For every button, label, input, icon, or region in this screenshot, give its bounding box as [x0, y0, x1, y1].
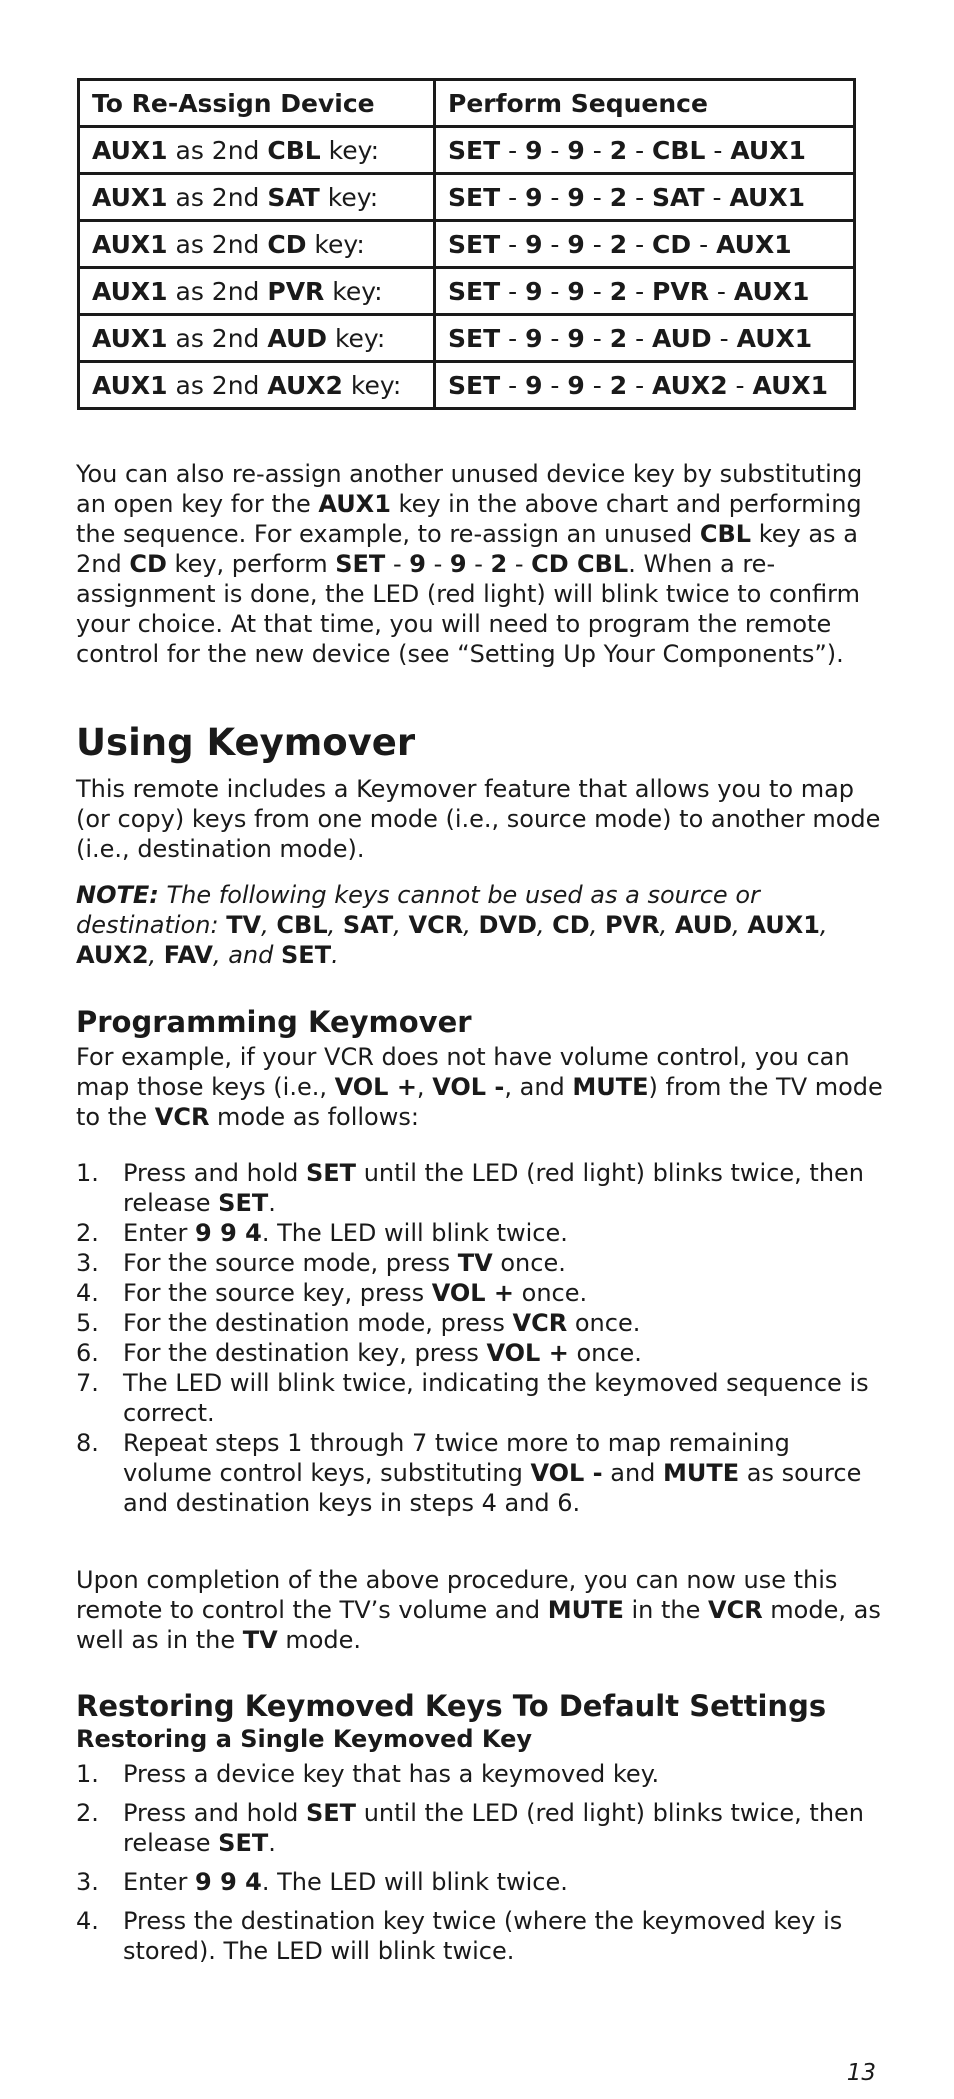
list-item: [76, 1798, 884, 1858]
table-row: [79, 362, 855, 409]
sequence-separator: -: [542, 370, 568, 400]
text-run: Enter: [123, 1868, 196, 1896]
text-run: . When a re-assignment is done, the LED (red light) will blink twice to confirm your choice. At that time, you will need to program the remote control for the new device (see “Setting Up Your Components”).: [76, 550, 860, 668]
bold-run: VOL -: [530, 1459, 603, 1487]
bold-run: MUTE: [547, 1596, 624, 1624]
bold-run: VOL +: [486, 1339, 569, 1367]
text-run: Press the destination key twice (where the keymoved key is stored). The LED will blink twice.: [123, 1907, 843, 1965]
sequence-separator: -: [627, 229, 653, 259]
cell-text: as 2nd: [167, 135, 268, 165]
bold-run: AUX2: [76, 941, 149, 969]
reassign-device-cell: [79, 174, 435, 221]
bold-run: NOTE:: [76, 881, 159, 909]
sequence-key: 9: [567, 276, 585, 306]
sequence-key: 2: [609, 276, 628, 306]
key-name: AUX1: [92, 370, 168, 400]
sequence-key: SET: [448, 135, 501, 165]
bold-run: TV: [226, 911, 262, 939]
sequence-separator: -: [705, 135, 731, 165]
reassign-device-cell: [79, 221, 435, 268]
sequence-key: 9: [567, 229, 585, 259]
text-run: ,: [148, 941, 164, 969]
list-item: [76, 1428, 884, 1518]
text-run: key, perform: [166, 550, 336, 578]
sequence-key: 9: [567, 370, 585, 400]
sequence-key: 9: [525, 323, 543, 353]
programming-intro: [76, 1042, 884, 1132]
key-name: AUX1: [92, 135, 168, 165]
list-item: [76, 1158, 884, 1218]
text-run: For the destination mode, press: [123, 1309, 513, 1337]
cell-text: as 2nd: [167, 276, 268, 306]
subsection-title-programming-keymover: Programming Keymover: [76, 1005, 472, 1039]
sequence-separator: -: [627, 323, 653, 353]
text-run: once.: [568, 1339, 642, 1367]
restoring-steps-list: [76, 1759, 884, 1975]
subsection-title-restoring: Restoring Keymoved Keys To Default Settings: [76, 1689, 827, 1723]
step-number: 4.: [76, 1907, 99, 1935]
text-run: and: [602, 1459, 664, 1487]
bold-run: 9 9 4: [195, 1219, 262, 1247]
sequence-separator: -: [584, 323, 610, 353]
keymover-intro: This remote includes a Keymover feature that allows you to map (or copy) keys from one mode (i.e., source mode) to another mode (i.e., destination mode).: [76, 775, 881, 863]
text-run: ,: [416, 1073, 433, 1101]
text-run: Press and hold: [123, 1159, 306, 1187]
text-run: -: [385, 550, 410, 578]
keymover-note: [76, 880, 884, 970]
key-name: CBL: [267, 135, 321, 165]
text-run: mode, as well as in the: [76, 1596, 881, 1654]
sequence-key: PVR: [652, 276, 709, 306]
cell-text: key:: [324, 276, 383, 306]
sequence-separator: -: [708, 276, 734, 306]
text-run: The LED will blink twice, indicating the keymoved sequence is correct.: [123, 1369, 869, 1427]
sequence-separator: -: [500, 182, 526, 212]
bold-run: CD: [552, 911, 590, 939]
table-row: [79, 315, 855, 362]
reassign-paragraph: [76, 459, 884, 669]
sequence-separator: -: [584, 370, 610, 400]
text-run: ,: [327, 911, 343, 939]
table-row: [79, 127, 855, 174]
sequence-separator: -: [627, 370, 653, 400]
cell-text: key:: [319, 182, 379, 212]
bold-run: SET: [335, 550, 386, 578]
sequence-separator: -: [500, 323, 526, 353]
sequence-separator: -: [711, 323, 737, 353]
text-run: once.: [567, 1309, 641, 1337]
bold-run: SET: [218, 1189, 269, 1217]
step-number: 2.: [76, 1219, 99, 1247]
bold-run: VCR: [408, 911, 464, 939]
sequence-separator: -: [542, 135, 568, 165]
text-run: ,: [393, 911, 409, 939]
sequence-separator: -: [500, 370, 526, 400]
bold-run: CD: [129, 550, 167, 578]
bold-run: SAT: [342, 911, 394, 939]
list-item: [76, 1906, 884, 1966]
bold-run: CD CBL: [531, 550, 629, 578]
sequence-cell: [435, 315, 855, 362]
cell-text: as 2nd: [167, 370, 268, 400]
cell-text: as 2nd: [167, 182, 268, 212]
step-number: 7.: [76, 1369, 99, 1397]
cell-text: key:: [306, 229, 365, 259]
sequence-separator: -: [584, 135, 610, 165]
sequence-key: 9: [525, 276, 543, 306]
table-row: [79, 268, 855, 315]
table-row: [79, 221, 855, 268]
text-run: Repeat steps 1 through 7 twice more to map remaining volume control keys, substituting: [123, 1429, 790, 1487]
text-run: .: [268, 1829, 276, 1857]
sequence-key: CD: [652, 229, 692, 259]
cell-text: key:: [327, 323, 386, 353]
list-item: [76, 1278, 884, 1308]
bold-run: SET: [218, 1829, 269, 1857]
text-run: For example, if your VCR does not have volume control, you can map those keys (i.e.,: [76, 1043, 850, 1101]
bold-run: SET: [281, 941, 332, 969]
bold-run: MUTE: [663, 1459, 740, 1487]
text-run: .: [331, 941, 339, 969]
sequence-key: SET: [448, 276, 501, 306]
text-run: ,: [732, 911, 748, 939]
sequence-key: SET: [448, 323, 501, 353]
sequence-key: 2: [609, 370, 628, 400]
bold-run: PVR: [604, 911, 660, 939]
sequence-key: 9: [525, 370, 543, 400]
bold-run: DVD: [478, 911, 537, 939]
bold-run: TV: [242, 1626, 278, 1654]
text-run: until the LED (red light) blinks twice, then release: [123, 1799, 864, 1857]
bold-run: VCR: [708, 1596, 763, 1624]
list-item: [76, 1759, 884, 1789]
programming-outro: [76, 1565, 884, 1655]
bold-run: AUD: [674, 911, 733, 939]
bold-run: FAV: [163, 941, 213, 969]
sequence-key: SAT: [652, 182, 705, 212]
text-run: ,: [819, 911, 828, 939]
key-name: CD: [267, 229, 307, 259]
text-run: in the: [623, 1596, 708, 1624]
step-number: 2.: [76, 1799, 99, 1827]
bold-run: 2: [490, 550, 508, 578]
text-run: ,: [261, 911, 277, 939]
text-run: mode.: [277, 1626, 362, 1654]
step-number: 8.: [76, 1429, 99, 1457]
sequence-key: AUX1: [736, 323, 813, 353]
text-run: ) from the TV mode to the: [76, 1073, 883, 1131]
sequence-separator: -: [691, 229, 717, 259]
sequence-key: AUX1: [729, 182, 805, 212]
key-name: AUX1: [92, 323, 168, 353]
text-run: . The LED will blink twice.: [261, 1219, 568, 1247]
sequence-separator: -: [727, 370, 753, 400]
text-run: as source and destination keys in steps 4 and 6.: [123, 1459, 862, 1517]
sequence-separator: -: [542, 323, 568, 353]
sequence-key: CBL: [652, 135, 706, 165]
sequence-key: 9: [567, 323, 585, 353]
sequence-separator: -: [500, 135, 526, 165]
sequence-key: 9: [525, 229, 543, 259]
list-item: [76, 1248, 884, 1278]
key-name: AUX1: [92, 182, 168, 212]
reassign-device-cell: [79, 315, 435, 362]
text-run: mode as follows:: [209, 1103, 419, 1131]
sequence-separator: -: [500, 276, 526, 306]
cell-text: key:: [342, 370, 402, 400]
text-run: -: [466, 550, 491, 578]
step-number: 6.: [76, 1339, 99, 1367]
table-row: [79, 174, 855, 221]
sequence-key: 2: [609, 135, 628, 165]
list-item: [76, 1867, 884, 1897]
text-run: The following keys cannot be used as a source or destination:: [76, 881, 760, 939]
step-number: 1.: [76, 1760, 99, 1788]
text-run: Upon completion of the above procedure, you can now use this remote to control the TV’s volume and: [76, 1566, 838, 1624]
sequence-separator: -: [584, 229, 610, 259]
sequence-cell: [435, 268, 855, 315]
bold-run: VOL -: [432, 1073, 505, 1101]
sequence-cell: [435, 221, 855, 268]
text-run: Press a device key that has a keymoved key.: [123, 1760, 660, 1788]
key-name: AUX2: [267, 370, 343, 400]
sequence-separator: -: [500, 229, 526, 259]
bold-run: VCR: [154, 1103, 210, 1131]
cell-text: key:: [320, 135, 380, 165]
text-run: , and: [212, 941, 282, 969]
sequence-key: 2: [609, 323, 628, 353]
key-name: AUD: [267, 323, 328, 353]
sequence-key: AUX1: [716, 229, 792, 259]
bold-run: 9 9 4: [195, 1868, 262, 1896]
sequence-cell: [435, 362, 855, 409]
sequence-cell: [435, 174, 855, 221]
bold-run: 9: [409, 550, 426, 578]
key-name: AUX1: [92, 229, 168, 259]
sequence-key: AUX2: [652, 370, 728, 400]
sequence-separator: -: [627, 182, 653, 212]
list-item: [76, 1218, 884, 1248]
text-run: .: [268, 1189, 276, 1217]
text-run: ,: [536, 911, 553, 939]
sequence-separator: -: [542, 229, 568, 259]
sequence-key: 9: [525, 135, 543, 165]
sequence-key: SET: [448, 370, 501, 400]
key-name: PVR: [267, 276, 325, 306]
text-run: , and: [504, 1073, 573, 1101]
text-run: once.: [492, 1249, 566, 1277]
step-number: 5.: [76, 1309, 99, 1337]
sequence-separator: -: [584, 276, 610, 306]
sequence-key: AUX1: [730, 135, 806, 165]
sequence-separator: -: [542, 182, 568, 212]
reassign-device-cell: [79, 362, 435, 409]
sequence-separator: -: [542, 276, 568, 306]
text-run: once.: [514, 1279, 588, 1307]
key-name: AUX1: [92, 276, 168, 306]
text-run: For the source mode, press: [123, 1249, 458, 1277]
text-run: key in the above chart and performing the sequence. For example, to re-assign an unused: [76, 490, 862, 548]
bold-run: AUX1: [747, 911, 820, 939]
table-header-row: [79, 80, 855, 127]
sequence-key: 2: [609, 182, 628, 212]
text-run: ,: [589, 911, 605, 939]
bold-run: CBL: [276, 911, 328, 939]
bold-run: VOL +: [431, 1279, 515, 1307]
bold-run: SET: [306, 1799, 357, 1827]
sequence-key: 9: [525, 182, 543, 212]
reassign-device-cell: [79, 127, 435, 174]
sequence-key: AUD: [652, 323, 712, 353]
text-run: -: [425, 550, 450, 578]
sequence-key: 9: [567, 135, 585, 165]
bold-run: VOL +: [334, 1073, 417, 1101]
text-run: ,: [463, 911, 479, 939]
table-body: [79, 127, 855, 409]
bold-run: 9: [449, 550, 467, 578]
sequence-key: AUX1: [733, 276, 810, 306]
cell-text: as 2nd: [167, 323, 268, 353]
section-title-using-keymover: Using Keymover: [76, 721, 416, 764]
page-number: 13: [846, 2060, 876, 2086]
sequence-key: AUX1: [752, 370, 829, 400]
step-number: 4.: [76, 1279, 99, 1307]
step-number: 3.: [76, 1249, 99, 1277]
text-run: You can also re-assign another unused device key by substituting an open key for the: [76, 460, 863, 518]
sequence-separator: -: [627, 276, 653, 306]
text-run: Enter: [123, 1219, 196, 1247]
bold-run: TV: [457, 1249, 493, 1277]
bold-run: SET: [306, 1159, 357, 1187]
list-item: [76, 1338, 884, 1368]
restoring-single-subtitle: Restoring a Single Keymoved Key: [76, 1725, 533, 1753]
text-run: For the source key, press: [123, 1279, 432, 1307]
text-run: Press and hold: [123, 1799, 306, 1827]
text-run: until the LED (red light) blinks twice, then release: [123, 1159, 864, 1217]
list-item: [76, 1308, 884, 1338]
header-perform-sequence: Perform Sequence: [435, 80, 855, 127]
text-run: . The LED will blink twice.: [261, 1868, 568, 1896]
bold-run: AUX1: [318, 490, 391, 518]
sequence-key: 9: [567, 182, 585, 212]
sequence-cell: [435, 127, 855, 174]
text-run: key as a 2nd: [76, 520, 858, 578]
bold-run: VCR: [512, 1309, 568, 1337]
text-run: ,: [659, 911, 675, 939]
bold-run: CBL: [699, 520, 752, 548]
header-reassign-device: To Re-Assign Device: [79, 80, 435, 127]
cell-text: as 2nd: [167, 229, 268, 259]
sequence-key: SET: [448, 182, 501, 212]
text-run: For the destination key, press: [123, 1339, 487, 1367]
bold-run: MUTE: [572, 1073, 649, 1101]
programming-steps-list: [76, 1158, 884, 1518]
sequence-key: 2: [609, 229, 628, 259]
sequence-separator: -: [627, 135, 653, 165]
reassign-table: [77, 78, 856, 410]
key-name: SAT: [267, 182, 320, 212]
sequence-separator: -: [584, 182, 610, 212]
list-item: [76, 1368, 884, 1428]
step-number: 1.: [76, 1159, 99, 1187]
text-run: -: [507, 550, 532, 578]
step-number: 3.: [76, 1868, 99, 1896]
reassign-device-cell: [79, 268, 435, 315]
sequence-separator: -: [704, 182, 730, 212]
sequence-key: SET: [448, 229, 501, 259]
